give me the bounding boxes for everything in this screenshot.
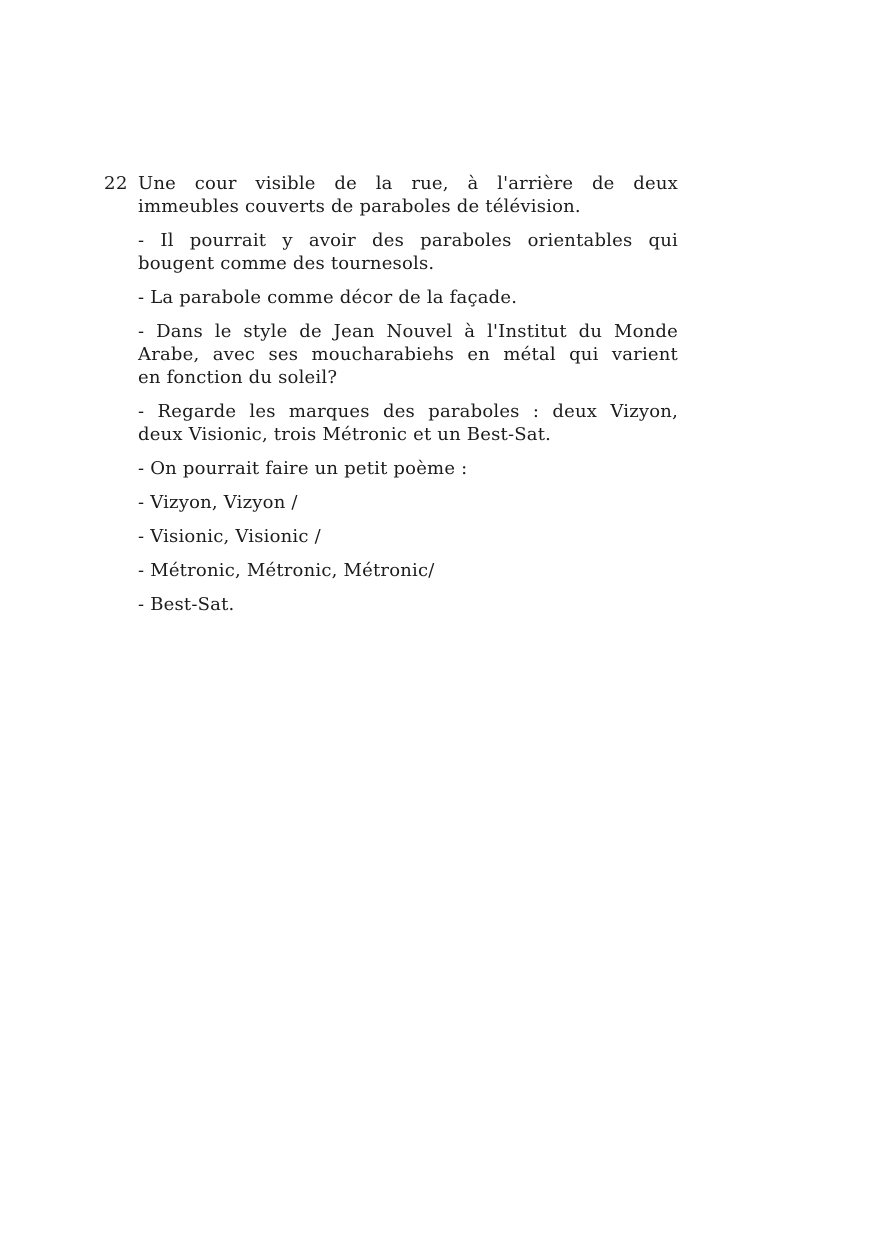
text-line: - Best-Sat. [138,594,235,615]
paragraph [138,229,678,275]
text-block [104,172,678,627]
text-line: - Vizyon, Vizyon / [138,492,298,513]
text-line: en fonction du soleil? [138,367,338,388]
text-line: immeubles couverts de paraboles de télévision. [138,196,581,217]
text-line: - La parabole comme décor de la façade. [138,287,518,308]
paragraph [138,320,678,389]
poem-line [138,593,678,616]
paragraph [138,286,678,309]
entry-paragraph [104,172,678,218]
paragraph [138,400,678,446]
entry-number: 22 [104,173,128,194]
text-line: bougent comme des tournesols. [138,253,435,274]
text-line: - On pourrait faire un petit poème : [138,458,468,479]
text-line: - Métronic, Métronic, Métronic/ [138,560,435,581]
text-line: - Il pourrait y avoir des paraboles orientables qui [138,230,678,251]
poem-line [138,525,678,548]
text-line: Arabe, avec ses moucharabiehs en métal qui varient [138,344,678,365]
text-line: - Dans le style de Jean Nouvel à l'Institut du Monde [138,321,678,342]
text-line: - Visionic, Visionic / [138,526,321,547]
text-line: deux Visionic, trois Métronic et un Best-Sat. [138,424,552,445]
poem-line [138,491,678,514]
paragraph [138,457,678,480]
text-line: Une cour visible de la rue, à l'arrière de deux [138,173,678,194]
text-line: - Regarde les marques des paraboles : deux Vizyon, [138,401,678,422]
poem-line [138,559,678,582]
